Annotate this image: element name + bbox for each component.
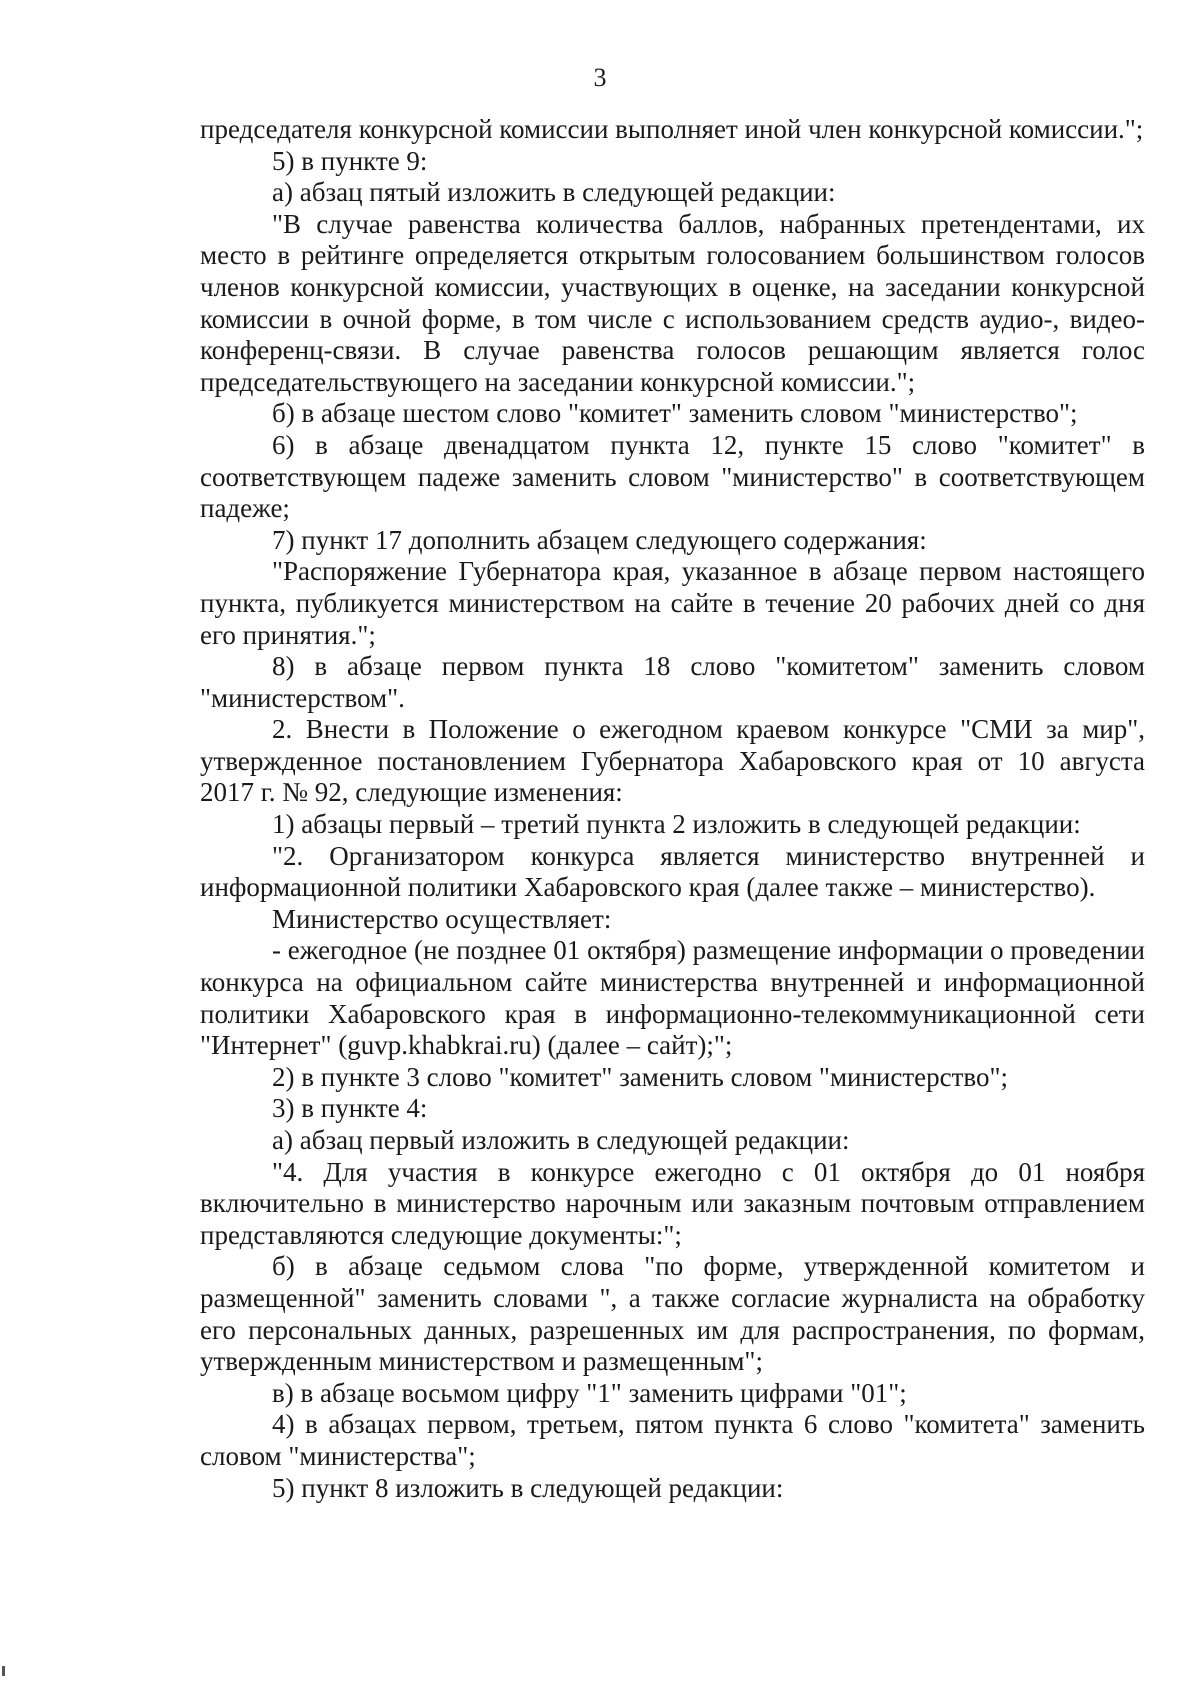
paragraph: 4) в абзацах первом, третьем, пятом пункта 6 слово "комитета" заменить словом "министерства";	[200, 1409, 1145, 1471]
paragraph: а) абзац пятый изложить в следующей редакции:	[272, 177, 836, 208]
paragraph: 2. Внести в Положение о ежегодном краевом конкурсе "СМИ за мир", утвержденное постановлением Губернатора Хабаровского края от 10 августа 2017 г. № 92, следующие изменения:	[200, 714, 1145, 808]
paragraph: а) абзац первый изложить в следующей редакции:	[272, 1125, 850, 1155]
paragraph: 6) в абзаце двенадцатом пункта 12, пункте 15 слово "комитет" в соответствующем падеже заменить словом "министерство" в соответствующем падеже;	[200, 429, 1145, 524]
paragraph: 8) в абзаце первом пункта 18 слово "комитетом" заменить словом "министерством".	[200, 651, 1145, 713]
paragraph: б) в абзаце шестом слово "комитет" заменить словом "министерство";	[272, 398, 1078, 429]
scan-edge-mark	[2, 1666, 5, 1676]
paragraph: 1) абзацы первый – третий пункта 2 изложить в следующей редакции:	[272, 809, 1081, 840]
paragraph: 5) в пункте 9:	[272, 145, 428, 176]
paragraph: 5) пункт 8 изложить в следующей редакции:	[272, 1472, 784, 1503]
page-number: 3	[593, 63, 607, 92]
paragraph: б) в абзаце седьмом слова "по форме, утвержденной комитетом и размещенной" заменить словами ", а также согласие журналиста на обработку его персональных данных, разрешенных им для распространения, по формам, утвержденным министерством и размещенным";	[200, 1251, 1145, 1377]
paragraph: - ежегодное (не позднее 01 октября) размещение информации о проведении конкурса на официальном сайте министерства внутренней и информационной политики Хабаровского края в информационно-телекоммуникационной сети "Интернет" (guvp.khabkrai.ru) (далее – сайт);";	[200, 935, 1145, 1061]
paragraph: "4. Для участия в конкурсе ежегодно с 01 октября до 01 ноября включительно в министерство нарочным или заказным почтовым отправлением представляются следующие документы:";	[200, 1156, 1145, 1250]
paragraph: "В случае равенства количества баллов, набранных претендентами, их место в рейтинге определяется открытым голосованием большинством голосов членов конкурсной комиссии, участвующих в оценке, на заседании конкурсной комиссии в очной форме, в том числе с использованием средств аудио-, видео-конференц-связи. В случае равенства голосов решающим является голос председательствующего на заседании конкурсной комиссии.";	[200, 208, 1145, 397]
paragraph: председателя конкурсной комиссии выполняет иной член конкурсной комиссии.";	[200, 114, 1144, 144]
paragraph: 3) в пункте 4:	[272, 1093, 428, 1124]
paragraph: "2. Организатором конкурса является министерство внутренней и информационной политики Хабаровского края (далее также – министерство).	[200, 840, 1145, 903]
paragraph: 7) пункт 17 дополнить абзацем следующего содержания:	[272, 524, 927, 555]
paragraph: Министерство осуществляет:	[272, 903, 612, 934]
document-body	[200, 114, 1145, 1504]
paragraph: "Распоряжение Губернатора края, указанное в абзаце первом настоящего пункта, публикуется министерством на сайте в течение 20 рабочих дней со дня его принятия.";	[200, 556, 1145, 650]
paragraph: 2) в пункте 3 слово "комитет" заменить словом "министерство";	[272, 1061, 1009, 1092]
paragraph: в) в абзаце восьмом цифру "1" заменить цифрами "01";	[272, 1377, 907, 1408]
